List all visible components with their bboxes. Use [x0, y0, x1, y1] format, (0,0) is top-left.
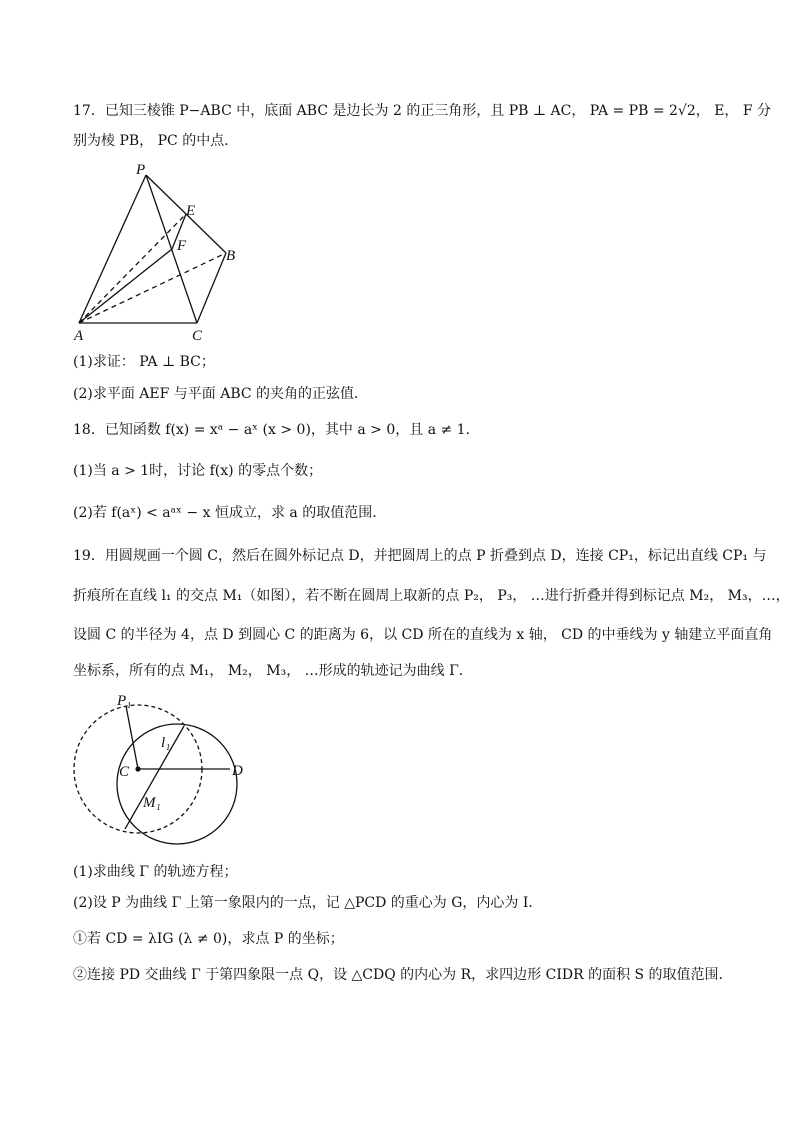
problem-18-part-2: (2)若 f(aˣ) < aᵃˣ − x 恒成立，求 a 的取值范围． — [73, 505, 387, 521]
label-p: P — [136, 162, 146, 178]
label-d: D — [232, 763, 243, 779]
label-l1: l₁ — [161, 735, 171, 751]
circle-c — [117, 724, 237, 844]
point-c — [135, 766, 140, 771]
problem-19-statement-line-2: 折痕所在直线 l₁ 的交点 M₁（如图），若不断在圆周上取新的点 P₂， P₃， …进行折叠并得到标记点 M₂， M₃，…， — [73, 588, 790, 604]
label-a: A — [74, 328, 84, 344]
label-m1: M₁ — [143, 795, 161, 811]
problem-19-part-2: (2)设 P 为曲线 Γ 上第一象限内的一点，记 △PCD 的重心为 G，内心为 I． — [73, 895, 543, 911]
label-c: C — [192, 328, 203, 344]
label-c: C — [119, 764, 130, 780]
label-e: E — [186, 203, 196, 219]
problem-17-part-2: (2)求平面 AEF 与平面 ABC 的夹角的正弦值． — [73, 386, 369, 402]
segment-af — [79, 249, 172, 323]
problem-19-part-1: (1)求曲线 Γ 的轨迹方程； — [73, 864, 238, 880]
problem-17-part-1: (1)求证： PA ⊥ BC； — [73, 354, 215, 370]
problem-19-statement-line-3: 设圆 C 的半径为 4，点 D 到圆心 C 的距离为 6，以 CD 所在的直线为 x 轴， CD 的中垂线为 y 轴建立平面直角 — [73, 627, 773, 643]
problem-19-statement-line-4: 坐标系，所有的点 M₁， M₂， M₃， …形成的轨迹记为曲线 Γ． — [73, 663, 473, 679]
problem-18-part-1: (1)当 a > 1时，讨论 f(x) 的零点个数； — [73, 463, 323, 479]
label-b: B — [226, 248, 236, 264]
line-cp1 — [126, 706, 138, 769]
tetrahedron-figure — [70, 160, 250, 350]
edge-pa — [79, 175, 146, 323]
problem-17-statement-line-1: 17．已知三棱锥 P−ABC 中，底面 ABC 是边长为 2 的正三角形，且 PB ⊥ AC， PA = PB = 2√2， E， F 分 — [73, 103, 772, 119]
problem-19-sub-question-1: ①若 CD = λIG (λ ≠ 0)，求点 P 的坐标； — [73, 931, 344, 947]
edge-bc — [197, 253, 226, 323]
problem-19-sub-question-2: ②连接 PD 交曲线 Γ 于第四象限一点 Q，设 △CDQ 的内心为 R，求四边形 CIDR 的面积 S 的取值范围． — [73, 967, 733, 983]
circle-fold-figure — [65, 685, 265, 845]
segment-ae-hidden — [79, 214, 186, 323]
problem-17-statement-line-2: 别为棱 PB， PC 的中点． — [73, 133, 239, 149]
label-f: F — [177, 238, 187, 254]
problem-19-statement-line-1: 19．用圆规画一个圆 C，然后在圆外标记点 D，并把圆周上的点 P 折叠到点 D，连接 CP₁，标记出直线 CP₁ 与 — [73, 548, 767, 564]
edge-ab-hidden — [79, 253, 226, 323]
label-p1: P₁ — [117, 693, 132, 709]
problem-18-statement: 18．已知函数 f(x) = xᵃ − aˣ (x > 0)，其中 a > 0，且 a ≠ 1． — [73, 422, 480, 438]
